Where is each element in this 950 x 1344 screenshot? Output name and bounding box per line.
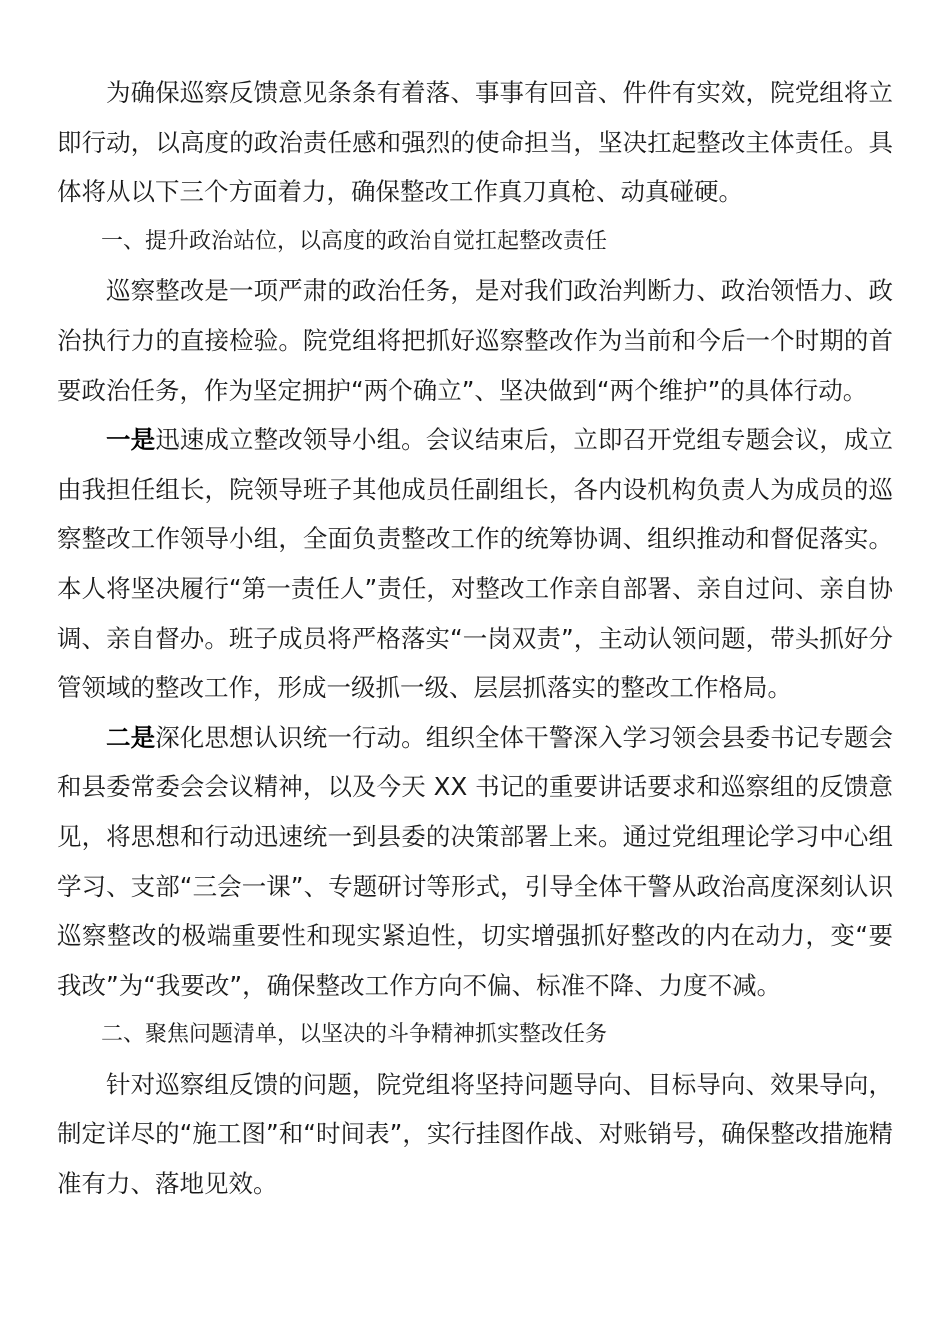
section-2-paragraph: 针对巡察组反馈的问题，院党组将坚持问题导向、目标导向、效果导向，制定详尽的“施工图”和“时间表”，实行挂图作战、对账销号，确保整改措施精准有力、落地见效。 bbox=[57, 1069, 893, 1199]
point-2-paragraph bbox=[57, 713, 893, 1011]
document-body bbox=[57, 68, 893, 1209]
point-1-paragraph bbox=[57, 415, 893, 713]
section-heading-1: 一、提升政治站位，以高度的政治自觉扛起整改责任 bbox=[101, 228, 608, 254]
point-2-lead: 二是 bbox=[106, 722, 156, 752]
point-1-lead: 一是 bbox=[106, 425, 156, 455]
point-2-text: 深化思想认识统一行动。组织全体干警深入学习领会县委书记专题会和县委常委会会议精神，以及今天 XX 书记的重要讲话要求和巡察组的反馈意见，将思想和行动迅速统一到县委的决策部署上来。通过党组理论学习中心组学习、支部“三会一课”、专题研讨等形式，引导全体干警从政治高度深刻认识巡察整改的极端重要性和现实紧迫性，切实增强抓好整改的内在动力，变“要我改”为“我要改”，确保整改工作方向不偏、标准不降、力度不减。 bbox=[57, 722, 894, 1000]
point-1-text: 迅速成立整改领导小组。会议结束后，立即召开党组专题会议，成立由我担任组长，院领导班子其他成员任副组长，各内设机构负责人为成员的巡察整改工作领导小组，全面负责整改工作的统筹协调、组织推动和督促落实。本人将坚决履行“第一责任人”责任，对整改工作亲自部署、亲自过问、亲自协调、亲自督办。班子成员将严格落实“一岗双责”，主动认领问题，带头抓好分管领域的整改工作，形成一级抓一级、层层抓落实的整改工作格局。 bbox=[57, 425, 894, 703]
intro-paragraph: 为确保巡察反馈意见条条有着落、事事有回音、件件有实效，院党组将立即行动，以高度的政治责任感和强烈的使命担当，坚决扛起整改主体责任。具体将从以下三个方面着力，确保整改工作真刀真枪、动真碰硬。 bbox=[57, 78, 893, 207]
section-1-paragraph: 巡察整改是一项严肃的政治任务，是对我们政治判断力、政治领悟力、政治执行力的直接检验。院党组将把抓好巡察整改作为当前和今后一个时期的首要政治任务，作为坚定拥护“两个确立”、坚决做到“两个维护”的具体行动。 bbox=[57, 276, 893, 405]
section-heading-2: 二、聚焦问题清单，以坚决的斗争精神抓实整改任务 bbox=[101, 1022, 608, 1048]
